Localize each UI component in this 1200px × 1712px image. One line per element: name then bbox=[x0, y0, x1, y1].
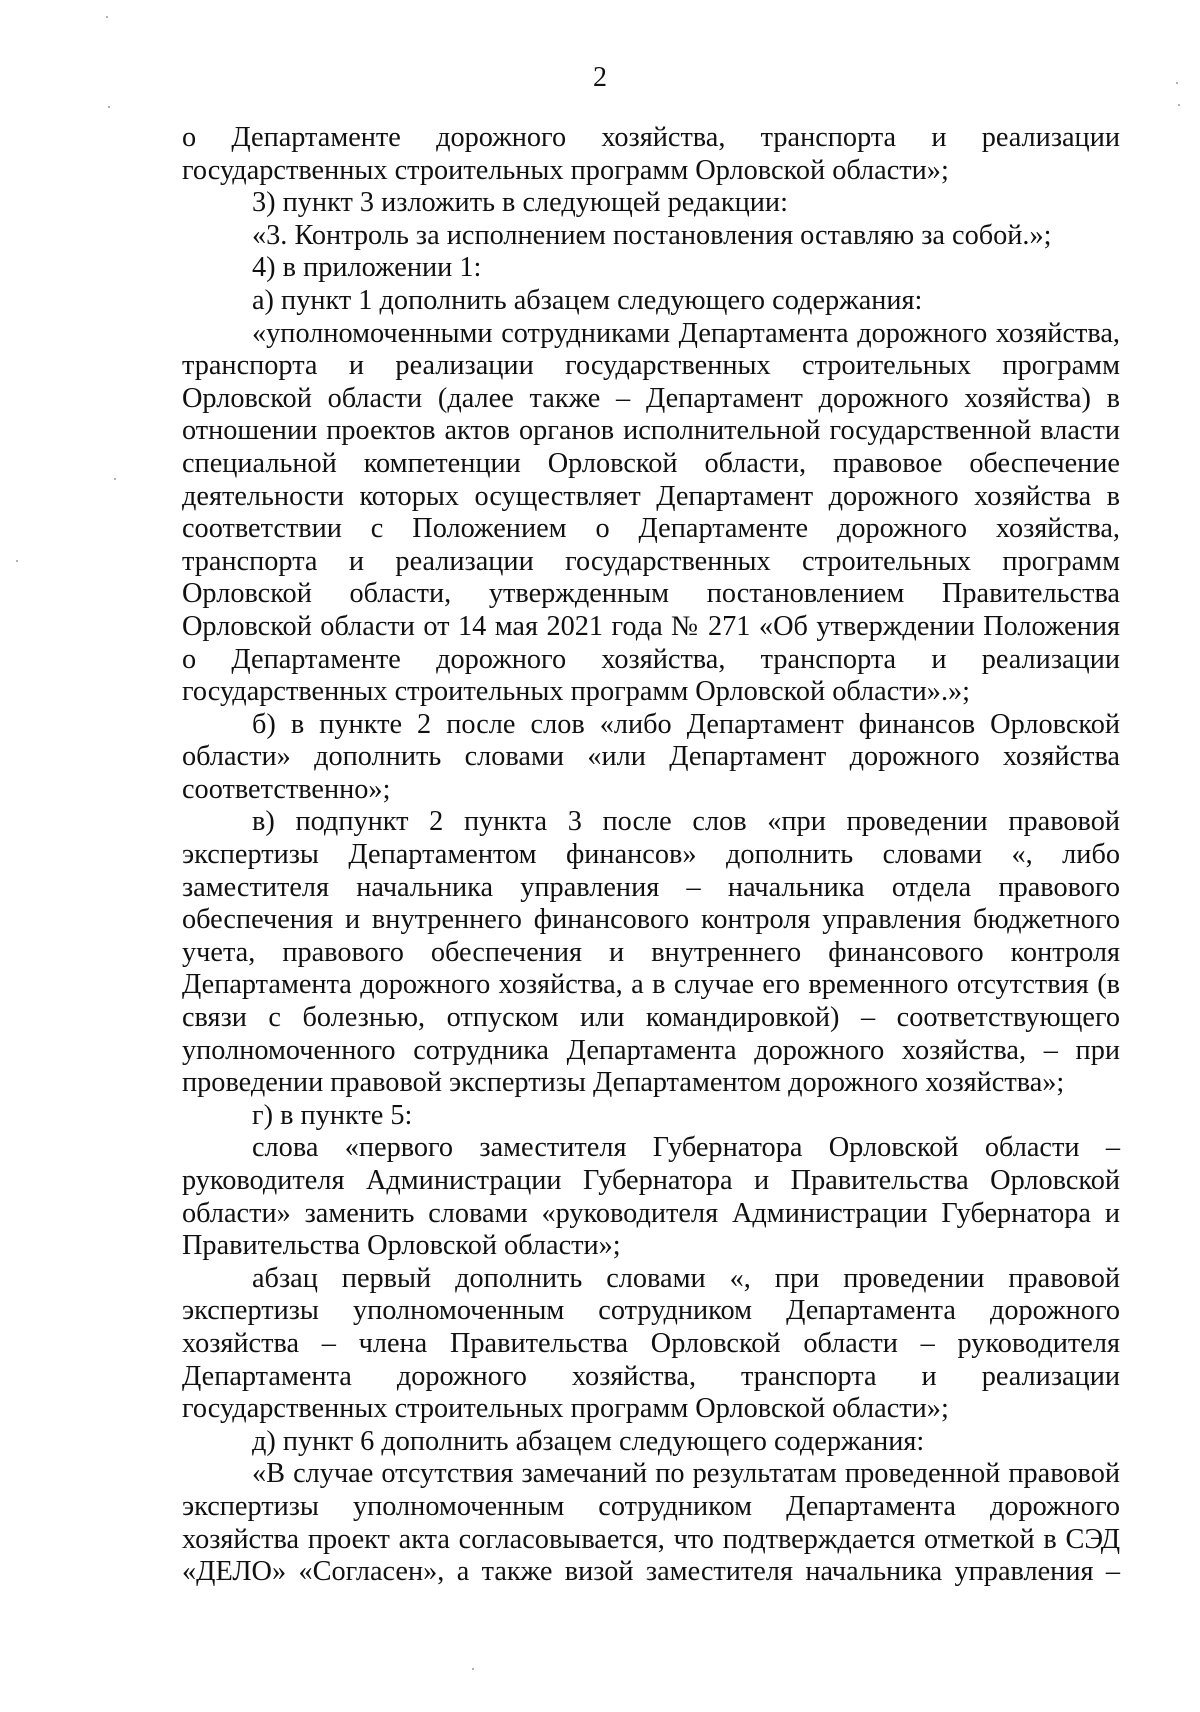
scan-speck bbox=[1178, 104, 1180, 106]
scan-speck bbox=[1176, 82, 1178, 84]
paragraph-item-3: 3) пункт 3 изложить в следующей редакции: bbox=[252, 187, 788, 219]
scan-speck bbox=[106, 16, 108, 18]
paragraph-continuation: о Департаменте дорожного хозяйства, транспорта и реализации государственных строительных программ Орловской области»; bbox=[182, 122, 1120, 186]
scan-speck bbox=[108, 106, 110, 108]
paragraph-subitem-b: б) в пункте 2 после слов «либо Департамент финансов Орловской области» дополнить словами «или Департамент дорожного хозяйства соответственно»; bbox=[182, 708, 1120, 805]
paragraph-item-4: 4) в приложении 1: bbox=[252, 252, 482, 284]
scan-speck bbox=[16, 560, 18, 562]
paragraph-subitem-v: в) подпункт 2 пункта 3 после слов «при проведении правовой экспертизы Департаментом финансов» дополнить словами «, либо заместителя начальника управления – начальника отдела правового обеспечения и внутреннего финансового контроля управления бюджетного учета, правового обеспечения и внутреннего финансового контроля Департамента дорожного хозяйства, а в случае его временного отсутствия (в связи с болезнью, отпуском или командировкой) – соответствующего уполномоченного сотрудника Департамента дорожного хозяйства, – при проведении правовой экспертизы Департаментом дорожного хозяйства»; bbox=[182, 806, 1120, 1099]
paragraph-subitem-a-text: «уполномоченными сотрудниками Департамента дорожного хозяйства, транспорта и реализации государственных строительных программ Орловской области (далее также – Департамент дорожного хозяйства) в отношении проектов актов органов исполнительной государственной власти специальной компетенции Орловской области, правовое обеспечение деятельности которых осуществляет Департамент дорожного хозяйства в соответствии с Положением о Департаменте дорожного хозяйства, транспорта и реализации государственных строительных программ Орловской области, утвержденным постановлением Правительства Орловской области от 14 мая 2021 года № 271 «Об утверждении Положения о Департаменте дорожного хозяйства, транспорта и реализации государственных строительных программ Орловской области».»; bbox=[182, 317, 1120, 708]
paragraph-subitem-a: а) пункт 1 дополнить абзацем следующего содержания: bbox=[252, 284, 923, 316]
paragraph-subitem-d-text: «В случае отсутствия замечаний по результатам проведенной правовой экспертизы уполномоченным сотрудником Департамента дорожного хозяйства проект акта согласовывается, что подтверждается отметкой в СЭД «ДЕЛО» «Согласен», а также визой заместителя начальника управления – bbox=[182, 1458, 1120, 1588]
page-number: 2 bbox=[593, 62, 607, 93]
paragraph-subitem-g-words: слова «первого заместителя Губернатора Орловской области – руководителя Администрации Губернатора и Правительства Орловской области» заменить словами «руководителя Администрации Губернатора и Правительства Орловской области»; bbox=[182, 1132, 1120, 1262]
document-body bbox=[182, 122, 1120, 1589]
scan-speck bbox=[114, 478, 116, 480]
paragraph-subitem-g: г) в пункте 5: bbox=[252, 1099, 413, 1131]
scan-speck bbox=[472, 1668, 474, 1670]
paragraph-item-3-text: «3. Контроль за исполнением постановления оставляю за собой.»; bbox=[252, 219, 1052, 251]
paragraph-subitem-d: д) пункт 6 дополнить абзацем следующего содержания: bbox=[252, 1425, 925, 1457]
paragraph-subitem-g-first-abzac: абзац первый дополнить словами «, при проведении правовой экспертизы уполномоченным сотрудником Департамента дорожного хозяйства – члена Правительства Орловской области – руководителя Департамента дорожного хозяйства, транспорта и реализации государственных строительных программ Орловской области»; bbox=[182, 1262, 1120, 1425]
